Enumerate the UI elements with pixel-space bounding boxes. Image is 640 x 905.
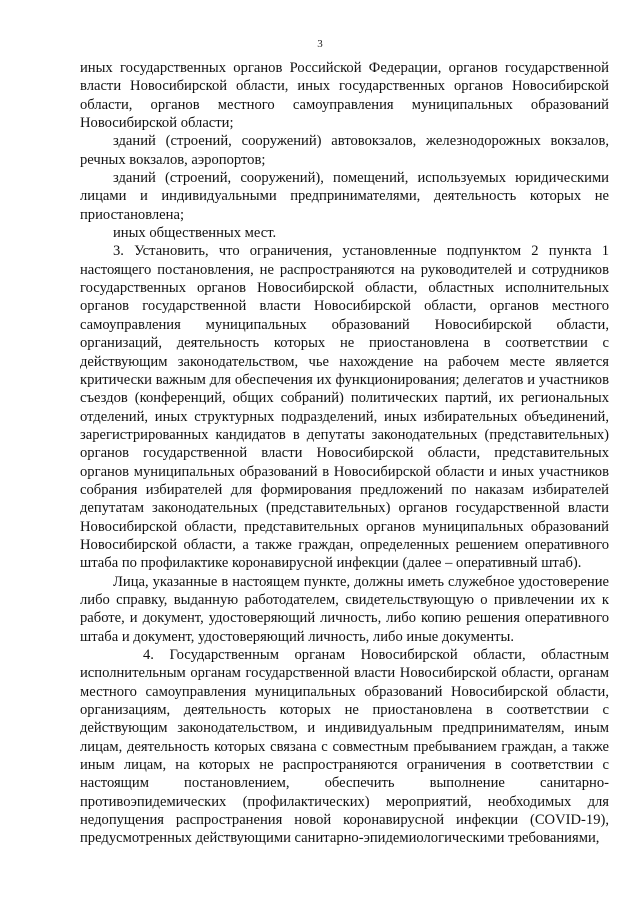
document-body — [80, 59, 609, 848]
paragraph-persons-documents: Лица, указанные в настоящем пункте, должны иметь служебное удостоверение либо справку, выданную работодателем, свидетельствующую о привлечении их к работе, и документ, удостоверяющий личность, либо копию решения оперативного штаба и документ, удостоверяющий личность, либо иные документы. — [80, 573, 609, 645]
paragraph-continuation: иных государственных органов Российской Федерации, органов государственной власти Новосибирской области, иных государственных органов Новосибирской области, органов местного самоуправления муниципальных образований Новосибирской области; — [80, 60, 609, 132]
paragraph-public-places: иных общественных мест. — [113, 225, 277, 242]
paragraph-bus-stations: зданий (строений, сооружений) автовокзалов, железнодорожных вокзалов, речных вокзалов, аэропортов; — [80, 133, 609, 168]
page-number: 3 — [317, 38, 323, 50]
paragraph-clause-3: 3. Установить, что ограничения, установленные подпунктом 2 пункта 1 настоящего постановления, не распространяются на руководителей и сотрудников государственных органов Новосибирской области, областных исполнительных органов государственной власти Новосибирской области, органов местного самоуправления муниципальных образований Новосибирской области, организаций, деятельность которых не приостановлена в соответствии с действующим законодательством, чье нахождение на рабочем месте является критически важным для обеспечения их функционирования; делегатов и участников съездов (конференций, общих собраний) политических партий, их региональных отделений, иных структурных подразделений, иных избирательных объединений, зарегистрированных кандидатов в депутаты законодательных (представительных) органов государственной власти Новосибирской области, представительных органов муниципальных образований в Новосибирской области и иных участников собрания избирателей для формирования предложений по наказам избирателей депутатам законодательных (представительных) органов государственной власти Новосибирской области, представительных органов муниципальных образований Новосибирской области, а также граждан, определенных решением оперативного штаба по профилактике коронавирусной инфекции (далее – оперативный штаб). — [80, 243, 609, 572]
paragraph-premises: зданий (строений, сооружений), помещений, используемых юридическими лицами и индивидуальными предпринимателями, деятельность которых не приостановлена; — [80, 170, 609, 223]
paragraph-clause-4: 4. Государственным органам Новосибирской области, областным исполнительным органам государственной власти Новосибирской области, органам местного самоуправления муниципальных образований Новосибирской области, организациям, деятельность которых не приостановлена в соответствии с действующим законодательством, и индивидуальным предпринимателям, иным лицам, деятельность которых связана с совместным пребыванием граждан, а также иным лицам, на которых не распространяются ограничения в соответствии с настоящим постановлением, обеспечить выполнение санитарно-противоэпидемических (профилактических) мероприятий, необходимых для недопущения распространения новой коронавирусной инфекции (COVID-19), предусмотренных действующими санитарно-эпидемиологическими требованиями, — [80, 647, 609, 847]
